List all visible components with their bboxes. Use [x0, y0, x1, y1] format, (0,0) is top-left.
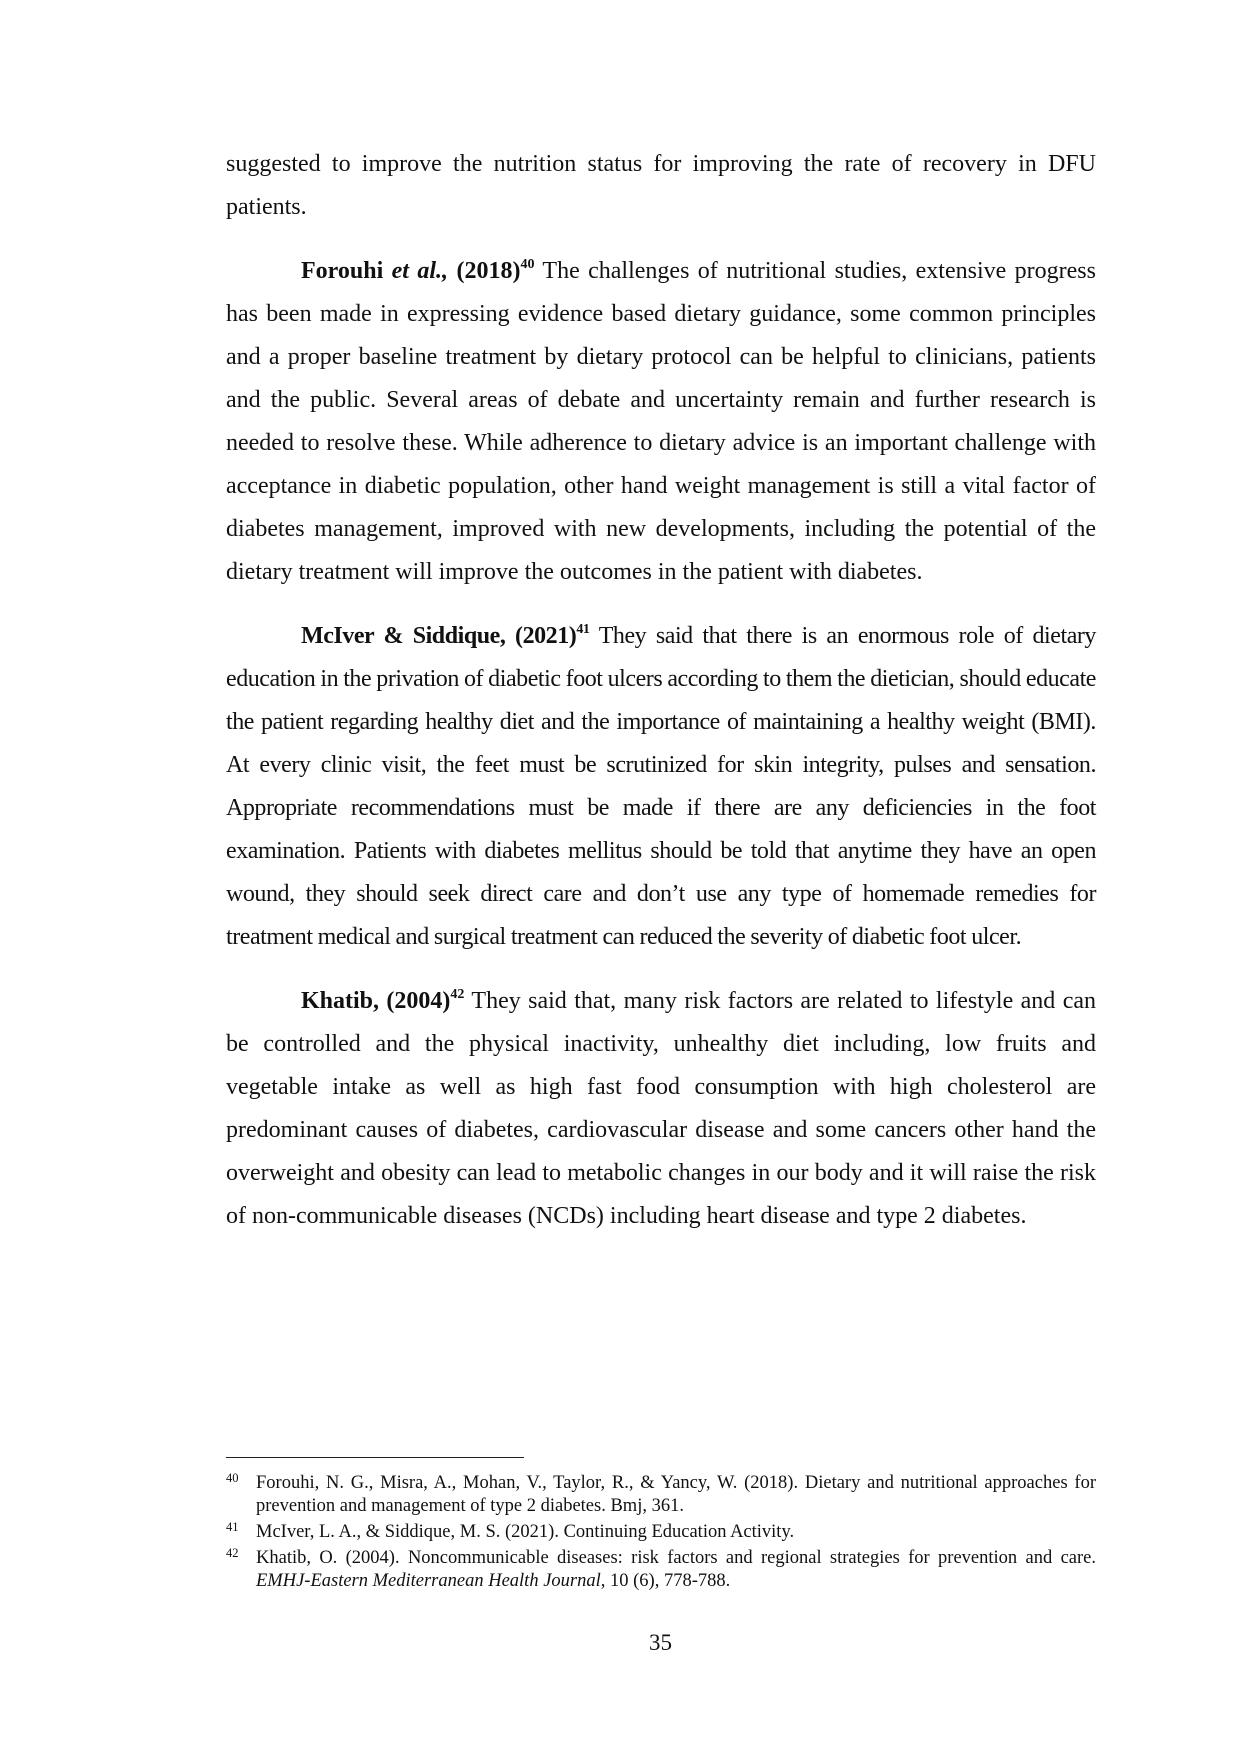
paragraph-khatib [226, 980, 1096, 1238]
paragraph-continuation [226, 143, 1096, 229]
footnote-text: , 10 (6), 778-788. [600, 1571, 731, 1591]
footnote-40 [226, 1472, 1096, 1518]
footnote-42 [226, 1547, 1096, 1593]
paragraph-text: They said that there is an enormous role of dietary education in the privation of diabetic foot ulcers according to them the dietician, should educate the patient regarding healthy diet and the importance of maintaining a healthy weight (BMI). At every clinic visit, the feet must be scrutinized for skin integrity, pulses and sensation. Appropriate recommendations must be made if there are any deficiencies in the foot examination. Patients with diabetes mellitus should be told that anytime they have an open wound, they should seek direct care and don’t use any type of homemade remedies for treatment medical and surgical treatment can reduced the severity of diabetic foot ulcer. [226, 623, 1096, 950]
footnote-number: 42 [226, 1546, 239, 1560]
paragraph-text: They said that, many risk factors are related to lifestyle and can be controlled and the physical inactivity, unhealthy diet including, low fruits and vegetable intake as well as high fast food consumption with high cholesterol are predominant causes of diabetes, cardiovascular disease and some cancers other hand the overweight and obesity can lead to metabolic changes in our body and it will raise the risk of non-communicable diseases (NCDs) including heart disease and type 2 diabetes. [226, 988, 1096, 1229]
footnote-number: 40 [226, 1471, 239, 1485]
footnote-number: 41 [226, 1520, 239, 1534]
paragraph-forouhi [226, 250, 1096, 594]
footnote-text: Forouhi, N. G., Misra, A., Mohan, V., Taylor, R., & Yancy, W. (2018). Dietary and nutritional approaches for prevention and management of type 2 diabetes. Bmj, 361. [256, 1473, 1096, 1516]
footnote-journal: EMHJ-Eastern Mediterranean Health Journal [256, 1571, 601, 1591]
paragraph-text: suggested to improve the nutrition status for improving the rate of recovery in DFU patients. [226, 151, 1096, 220]
page-number: 35 [649, 1630, 672, 1655]
citation-author: Khatib, (2004) [301, 988, 451, 1014]
citation-author: McIver & Siddique, (2021) [301, 623, 577, 649]
paragraph-text: The challenges of nutritional studies, extensive progress has been made in expressing evidence based dietary guidance, some common principles and a proper baseline treatment by dietary protocol can be helpful to clinicians, patients and the public. Several areas of debate and uncertainty remain and further research is needed to resolve these. While adherence to dietary advice is an important challenge with acceptance in diabetic population, other hand weight management is still a vital factor of diabetes management, improved with new developments, including the potential of the dietary treatment will improve the outcomes in the patient with diabetes. [226, 258, 1096, 585]
footnote-text: Khatib, O. (2004). Noncommunicable diseases: risk factors and regional strategies for prevention and care. [256, 1548, 1096, 1568]
footnotes [226, 1472, 1096, 1596]
body-text [226, 143, 1096, 1259]
paragraph-mciver [226, 615, 1096, 959]
footnote-ref-40: 40 [520, 257, 535, 272]
footnote-ref-42: 42 [450, 987, 465, 1002]
citation-author: Forouhi [301, 258, 384, 284]
footnote-41 [226, 1521, 1096, 1544]
citation-etal: et al., [391, 258, 449, 284]
citation-year: (2018) [456, 258, 521, 284]
footnote-text: McIver, L. A., & Siddique, M. S. (2021). Continuing Education Activity. [256, 1522, 795, 1542]
footnote-ref-41: 41 [576, 622, 590, 637]
footnote-separator [226, 1457, 524, 1458]
